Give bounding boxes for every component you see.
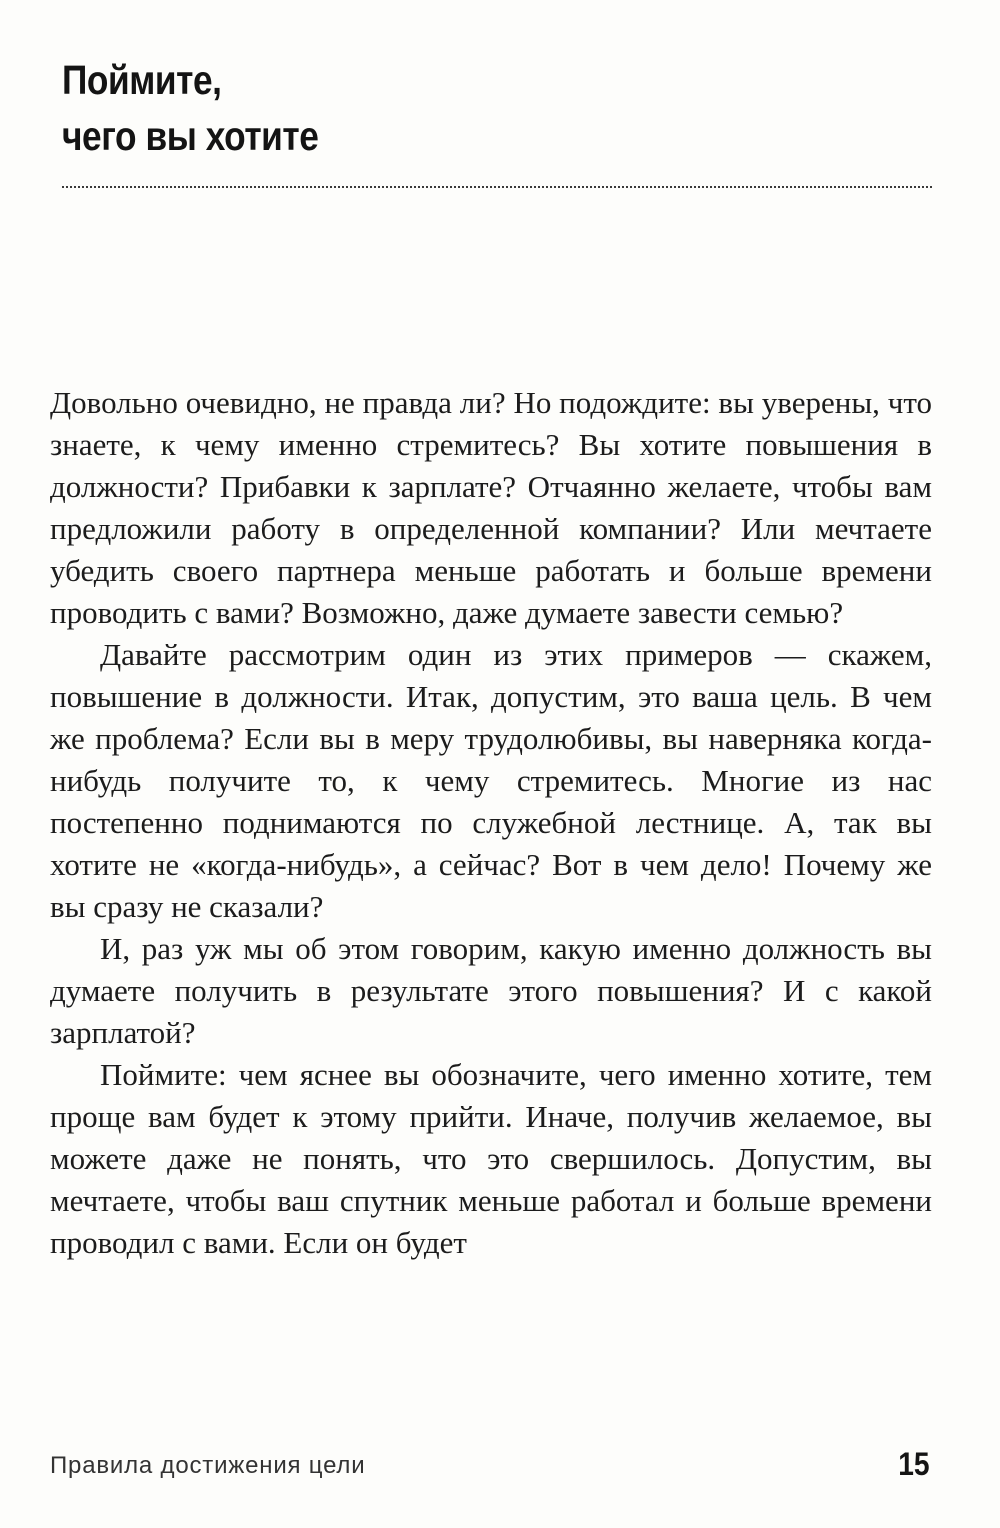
running-footer-book-title: Правила достижения цели [50, 1452, 366, 1479]
chapter-title-line-2: чего вы хотите [62, 113, 319, 159]
paragraph-4: Поймите: чем яснее вы обозначите, чего именно хотите, тем проще вам будет к этому прийти. Иначе, получив желаемое, вы можете даже не понять, что это свершилось. Допустим, вы мечтаете, чтобы ваш спутник меньше работал и больше времени проводил с вами. Если он будет [50, 1057, 932, 1260]
page-number: 15 [898, 1446, 930, 1482]
body-text [50, 382, 932, 1264]
paragraph-1: Довольно очевидно, не правда ли? Но подождите: вы уверены, что знаете, к чему именно стремитесь? Вы хотите повышения в должности? Прибавки к зарплате? Отчаянно желаете, чтобы вам предложили работу в определенной компании? Или мечтаете убедить своего партнера меньше работать и больше времени проводить с вами? Возможно, даже думаете завести семью? [50, 385, 932, 630]
title-divider [62, 186, 932, 188]
paragraph-3: И, раз уж мы об этом говорим, какую именно должность вы думаете получить в результате этого повышения? И с какой зарплатой? [50, 931, 932, 1050]
chapter-title [62, 52, 318, 164]
chapter-title-line-1: Поймите, [62, 57, 222, 103]
paragraph-2: Давайте рассмотрим один из этих примеров — скажем, повышение в должности. Итак, допустим, это ваша цель. В чем же проблема? Если вы в меру трудолюбивы, вы наверняка когда-нибудь получите то, к чему стремитесь. Многие из нас постепенно поднимаются по служебной лестнице. А, так вы хотите не «когда-нибудь», а сейчас? Вот в чем дело! Почему же вы сразу не сказали? [50, 637, 932, 924]
